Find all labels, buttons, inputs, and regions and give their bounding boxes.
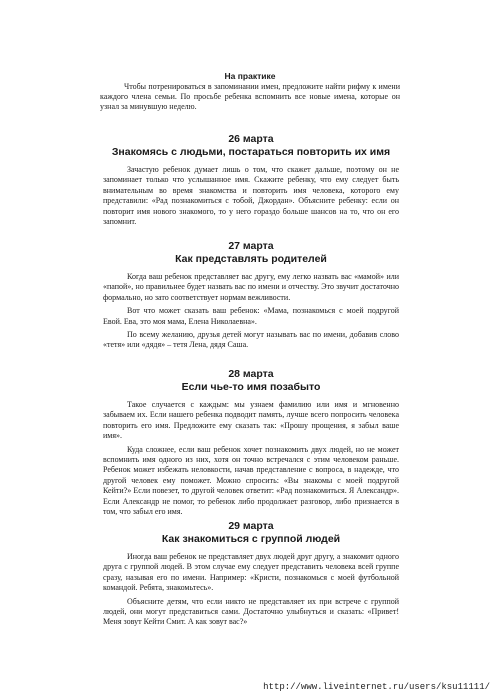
source-url: http://www.liveinternet.ru/users/ksu11111/	[263, 682, 490, 692]
practice-text: Чтобы потренироваться в запоминании имен, предложите найти рифму к имени каждого члена семьи. По просьбе ребенка вспомнить все новые имена, которые он узнал за минувшую неделю.	[100, 82, 400, 111]
section-body	[103, 400, 399, 517]
practice-box	[100, 71, 400, 112]
section-heading: Знакомясь с людьми, постараться повторить их имя	[111, 146, 391, 158]
paragraph: Вот что может сказать ваш ребенок: «Мама, познакомься с моей подругой Евой. Ева, это моя мама, Елена Николаевна».	[103, 306, 399, 326]
section-march-27	[103, 240, 399, 354]
practice-title: На практике	[224, 71, 276, 81]
paragraph: Объясните детям, что если никто не представляет их при встрече с группой людей, они могут представиться сами. Достаточно улыбнуться и сказать: «Привет! Меня зовут Кейти Смит. А как зовут вас?»	[103, 596, 399, 627]
section-march-28	[103, 368, 399, 520]
paragraph: Куда сложнее, если ваш ребенок хочет познакомить двух людей, но не может вспомнить имя одного из них, хотя он точно встречался с этим человеком раньше. Ребенок может избежать неловкости, начав представление с вопроса, в надежде, что другой человек ему поможет. Можно спросить: «Вы знакомы с моей подругой Кейти?» Если повезет, то другой человек ответит: «Рад познакомиться. Я Александр». Если Александр не помог, то ребенок либо продолжает разговор, либо признается в том, что забыл его имя.	[103, 444, 399, 517]
section-march-29	[103, 520, 399, 631]
paragraph: По всему желанию, друзья детей могут называть вас по имени, добавив слово «тетя» или «дядя» – тетя Лена, дядя Саша.	[103, 330, 399, 350]
section-heading: Как знакомиться с группой людей	[161, 533, 341, 545]
paragraph: Иногда ваш ребенок не представляет двух людей друг другу, а знакомит одного друга с группой людей. В этом случае ему следует представить человека всей группе сразу, называя его по имени. Например: «Кристи, познакомься с моей футбольной командой. Ребята, знакомьтесь».	[103, 552, 399, 593]
paragraph: Зачастую ребенок думает лишь о том, что скажет дальше, поэтому он не запоминает только что услышанное имя. Скажите ребенку, что ему следует быть внимательным во время знакомства и повторить имя человека, которого ему представили: «Рад познакомиться с тобой, Джордан». Объясните ребенку: если он повторит имя нового знакомого, то у него гораздо больше шансов на то, что он его запомнит.	[103, 165, 399, 227]
section-body	[103, 165, 399, 227]
section-body	[103, 552, 399, 628]
paragraph: Такое случается с каждым: мы узнаем фамилию или имя и мгновенно забываем их. Если нашего ребенка подводит память, лучше всего попросить человека повторить его имя. Предложите ему сказать так: «Прошу прощения, я забыл ваше имя».	[103, 400, 399, 441]
section-body	[103, 272, 399, 351]
paragraph: Когда ваш ребенок представляет вас другу, ему легко назвать вас «мамой» или «папой», но правильнее будет назвать вас по имени и отчеству. Это звучит достаточно формально, но зато соответствует нормам вежливости.	[103, 272, 399, 302]
section-date: 27 марта	[228, 240, 274, 252]
section-date: 26 марта	[228, 133, 274, 145]
section-heading: Как представлять родителей	[175, 253, 327, 265]
section-heading: Если чье-то имя позабыто	[181, 381, 321, 393]
section-march-26	[103, 133, 399, 230]
section-date: 29 марта	[228, 520, 274, 532]
section-date: 28 марта	[228, 368, 274, 380]
